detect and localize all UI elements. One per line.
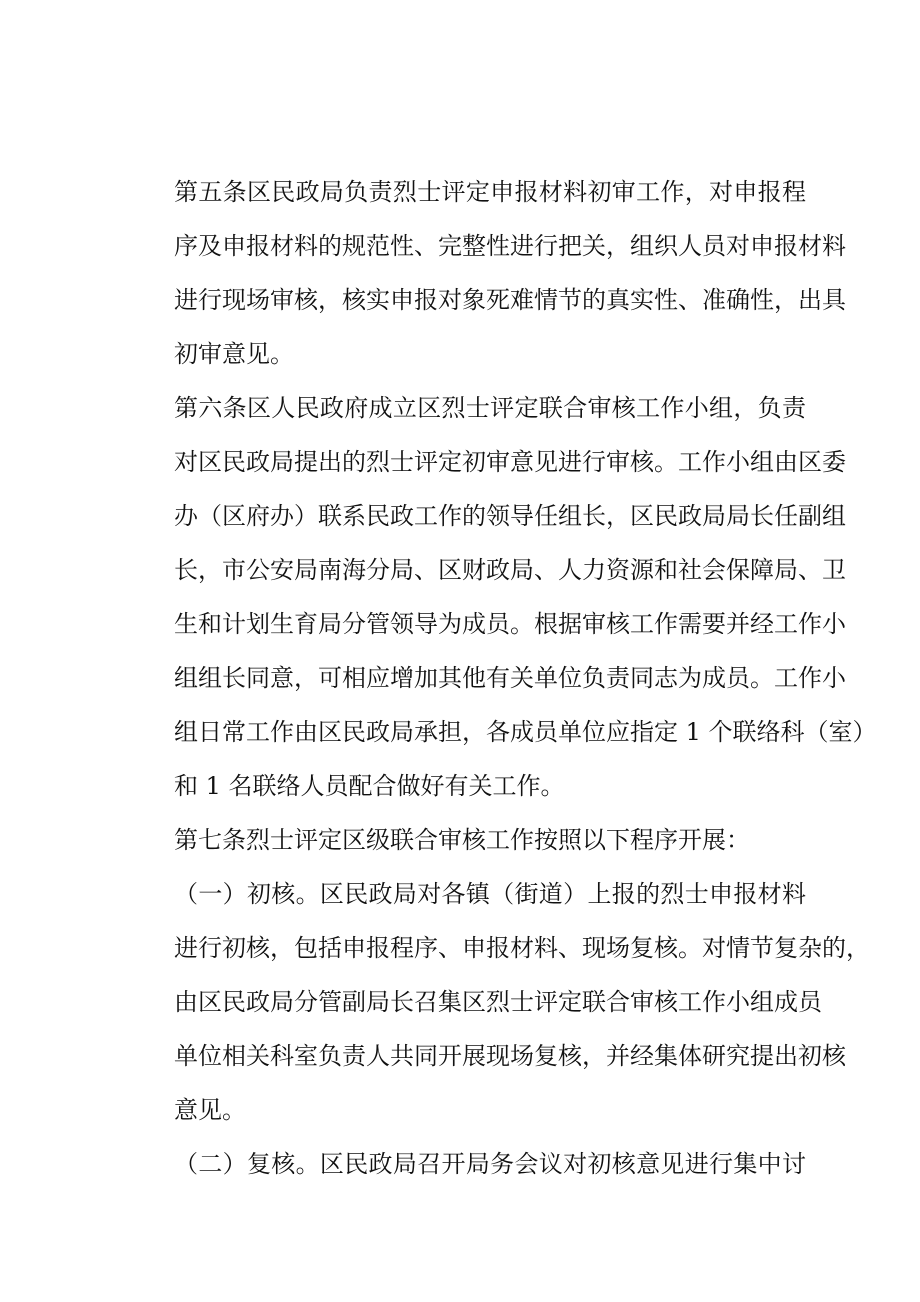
paragraph-line: 由区民政局分管副局长召集区烈士评定联合审核工作小组成员: [174, 988, 822, 1016]
paragraph-line: 第六条区人民政府成立区烈士评定联合审核工作小组，负责: [174, 394, 806, 422]
paragraph-line: 第五条区民政局负责烈士评定申报材料初审工作，对申报程: [174, 178, 806, 206]
paragraph-line: 组日常工作由区民政局承担，各成员单位应指定 1 个联络科（室）: [174, 718, 877, 746]
paragraph-line: 序及申报材料的规范性、完整性进行把关，组织人员对申报材料: [174, 232, 846, 260]
paragraph-line: 长，市公安局南海分局、区财政局、人力资源和社会保障局、卫: [174, 556, 846, 584]
paragraph-line: 生和计划生育局分管领导为成员。根据审核工作需要并经工作小: [174, 610, 846, 638]
paragraph-line: 单位相关科室负责人共同开展现场复核，并经集体研究提出初核: [174, 1042, 846, 1070]
paragraph-line: 和 1 名联络人员配合做好有关工作。: [174, 772, 565, 800]
paragraph-line: 组组长同意，可相应增加其他有关单位负责同志为成员。工作小: [174, 664, 846, 692]
paragraph-line: 对区民政局提出的烈士评定初审意见进行审核。工作小组由区委: [174, 448, 846, 476]
paragraph-line: 办（区府办）联系民政工作的领导任组长，区民政局局长任副组: [174, 502, 846, 530]
paragraph-line: 第七条烈士评定区级联合审核工作按照以下程序开展：: [174, 826, 750, 854]
paragraph-line: （一）初核。区民政局对各镇（街道）上报的烈士申报材料: [174, 880, 806, 908]
paragraph-line: 进行现场审核，核实申报对象死难情节的真实性、准确性，出具: [174, 286, 846, 314]
paragraph-line: 进行初核，包括申报程序、申报材料、现场复核。对情节复杂的，: [174, 934, 870, 962]
paragraph-line: 初审意见。: [174, 340, 294, 368]
paragraph-line: 意见。: [174, 1096, 246, 1124]
paragraph-line: （二）复核。区民政局召开局务会议对初核意见进行集中讨: [174, 1150, 806, 1178]
